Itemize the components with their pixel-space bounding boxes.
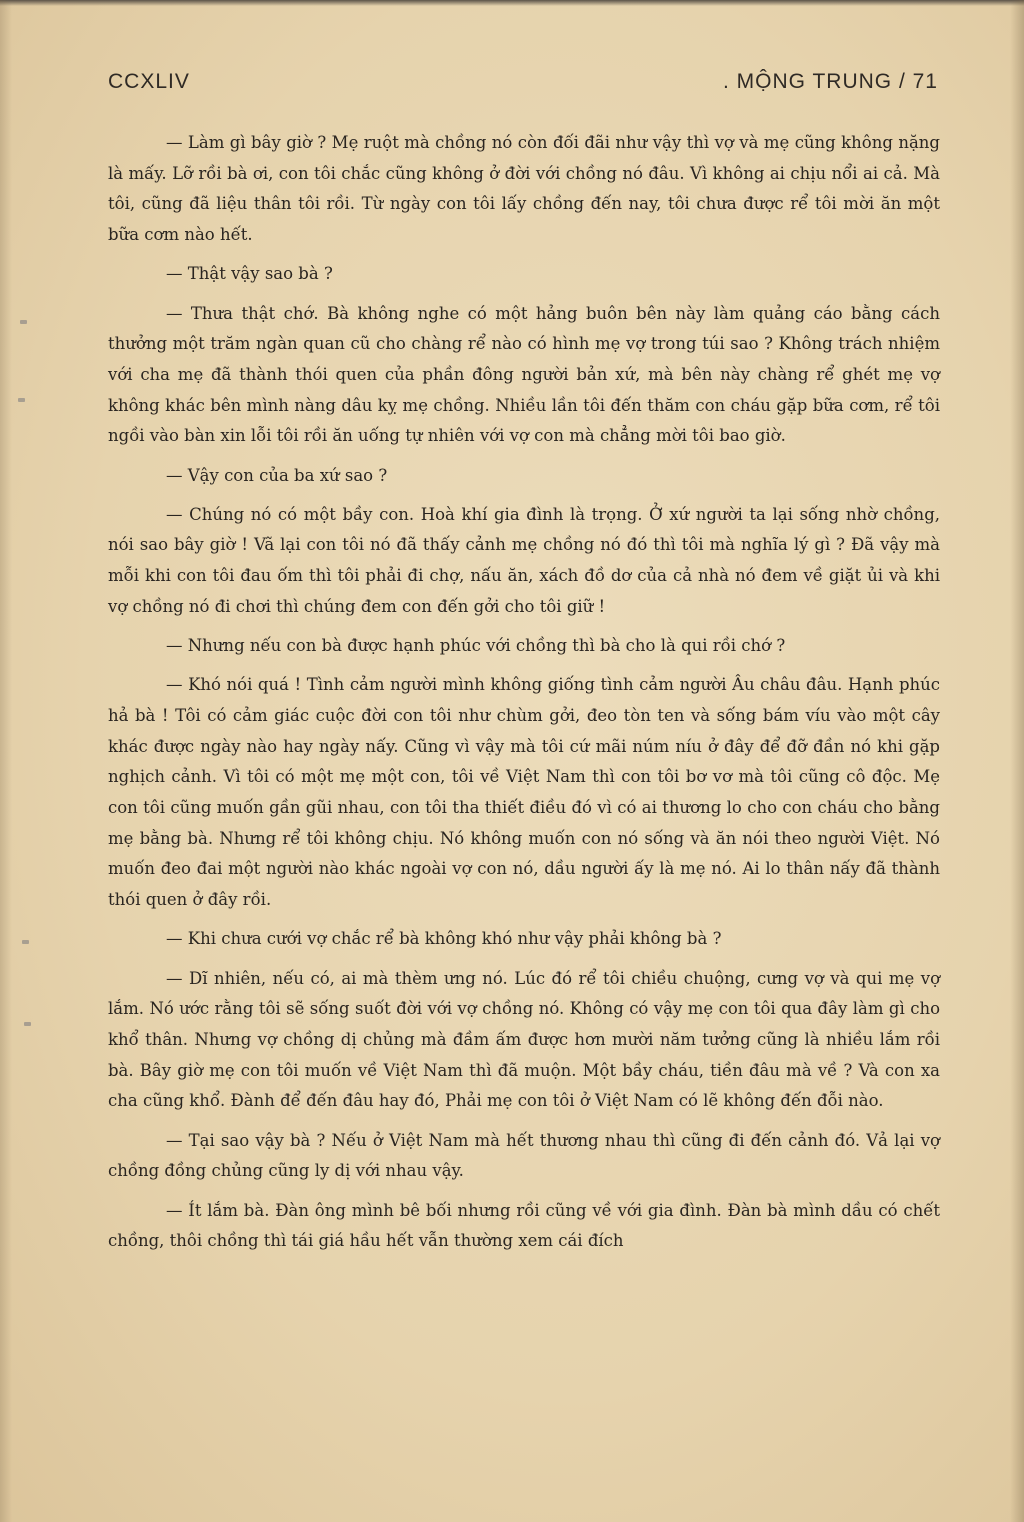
page-left-shadow [0, 0, 12, 1522]
paragraph: — Khó nói quá ! Tình cảm người mình không giống tình cảm người Âu châu đâu. Hạnh phúc hả bà ! Tôi có cảm giác cuộc đời con tôi như chùm gởi, đeo tòn ten và sống bám víu vào một cây khác được ngày nào hay ngày nấy. Cũng vì vậy mà tôi cứ mãi núm níu ở đây để đỡ đần nó khi gặp nghịch cảnh. Vì tôi có một mẹ một con, tôi về Việt Nam thì con tôi bơ vơ mà tôi cũng cô độc. Mẹ con tôi cũng muốn gần gũi nhau, con tôi tha thiết điều đó vì có ai thương lo cho con cháu cho bằng mẹ bằng bà. Nhưng rể tôi không chịu. Nó không muốn con nó sống và ăn nói theo người Việt. Nó muốn đeo đai một người nào khác ngoài vợ con nó, dầu người ấy là mẹ nó. Ai lo thân nấy đã thành thói quen ở đây rồi. [108, 675, 940, 910]
paragraph: — Vậy con của ba xứ sao ? [166, 465, 388, 485]
page-right-shadow [1010, 0, 1024, 1522]
paragraph: — Làm gì bây giờ ? Mẹ ruột mà chồng nó còn đối đãi như vậy thì vợ và mẹ cũng không nặng là mấy. Lỡ rồi bà ơi, con tôi chắc cũng không ở đời với chồng nó đâu. Vì không ai chịu nổi ai cả. Mà tôi, cũng đã liệu thân tôi rồi. Từ ngày con tôi lấy chồng đến nay, tôi chưa được rể tôi mời ăn một bữa cơm nào hết. [108, 133, 940, 245]
paragraph: — Ít lắm bà. Đàn ông mình bê bối nhưng rồi cũng về với gia đình. Đàn bà mình dầu có chết chồng, thôi chồng thì tái giá hầu hết vẫn thường xem cái đích [108, 1200, 940, 1251]
paragraph: — Tại sao vậy bà ? Nếu ở Việt Nam mà hết thương nhau thì cũng đi đến cảnh đó. Vả lại vợ chồng đồng chủng cũng ly dị với nhau vậy. [108, 1130, 940, 1181]
paragraph: — Nhưng nếu con bà được hạnh phúc với chồng thì bà cho là qui rồi chớ ? [166, 636, 786, 656]
print-speck [22, 940, 29, 944]
print-speck [18, 398, 25, 402]
print-speck [24, 1022, 31, 1026]
paragraph: — Dĩ nhiên, nếu có, ai mà thèm ưng nó. Lúc đó rể tôi chiều chuộng, cưng vợ và qui mẹ vợ lắm. Nó ước rằng tôi sẽ sống suốt đời với vợ chồng nó. Không có vậy mẹ con tôi qua đây làm gì cho khổ thân. Nhưng vợ chồng dị chủng mà đầm ấm được hơn mười năm tưởng cũng là nhiều lắm rồi bà. Bây giờ mẹ con tôi muốn về Việt Nam thì đã muộn. Một bầy cháu, tiền đâu mà về ? Và con xa cha cũng khổ. Đành để đến đâu hay đó, Phải mẹ con tôi ở Việt Nam có lẽ không đến đỗi nào. [108, 968, 940, 1111]
page-top-shadow [0, 0, 1024, 6]
paragraph: — Thật vậy sao bà ? [166, 264, 333, 284]
title-and-page-number: . MỘNG TRUNG / 71 [723, 70, 938, 93]
paragraph: — Khi chưa cưới vợ chắc rể bà không khó như vậy phải không bà ? [166, 929, 722, 949]
print-speck [20, 320, 27, 324]
chapter-number: CCXLIV [108, 70, 190, 93]
body-text [108, 128, 940, 1265]
running-head [108, 70, 938, 102]
paragraph: — Chúng nó có một bầy con. Hoà khí gia đình là trọng. Ở xứ người ta lại sống nhờ chồng, nói sao bây giờ ! Vã lại con tôi nó đã thấy cảnh mẹ chồng nó đó thì tôi mà nghĩa lý gì ? Đã vậy mà mỗi khi con tôi đau ốm thì tôi phải đi chợ, nấu ăn, xách đồ dơ của cả nhà nó đem về giặt ủi và khi vợ chồng nó đi chơi thì chúng đem con đến gởi cho tôi giữ ! [108, 504, 940, 616]
paragraph: — Thưa thật chớ. Bà không nghe có một hảng buôn bên này làm quảng cáo bằng cách thưởng một trăm ngàn quan cũ cho chàng rể nào có hình mẹ vợ trong túi sao ? Không trách nhiệm với cha mẹ đã thành thói quen của phần đông người bản xứ, mà bên này chàng rể ghét mẹ vợ không khác bên mình nàng dâu kỵ mẹ chồng. Nhiều lần tôi đến thăm con cháu gặp bữa cơm, rể tôi ngồi vào bàn xin lỗi tôi rồi ăn uống tự nhiên với vợ con mà chẳng mời tôi bao giờ. [108, 303, 940, 446]
